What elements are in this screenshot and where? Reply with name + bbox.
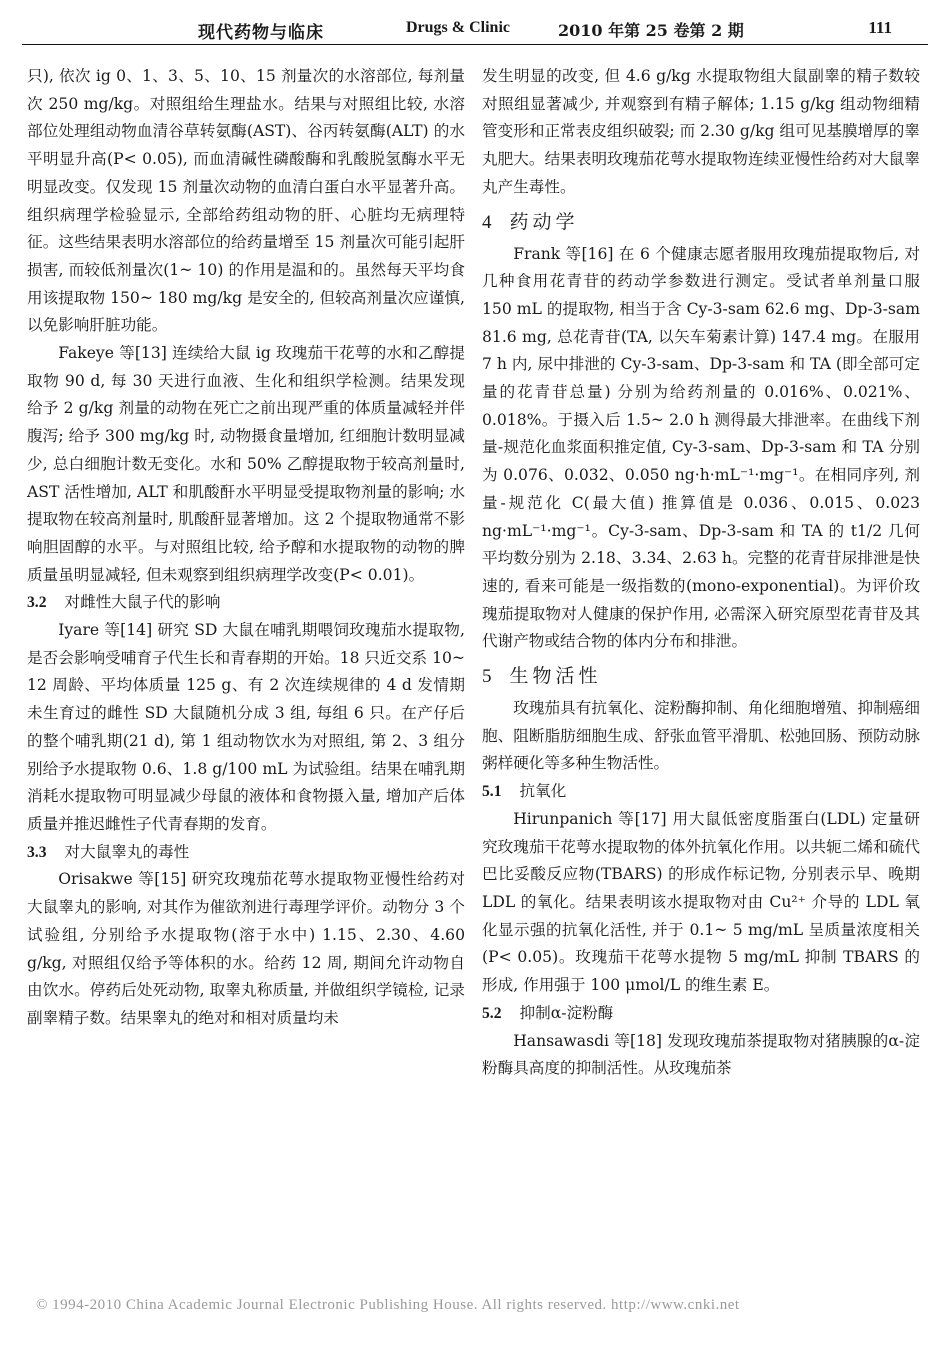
subsection-heading (27, 589, 465, 617)
heading-number: 3.3 (27, 843, 47, 861)
heading-number: 5.2 (482, 1004, 502, 1022)
heading-text: 抗氧化 (519, 782, 567, 801)
heading-text: 药动学 (509, 210, 579, 233)
right-column (482, 63, 920, 1083)
subsection-heading (482, 1000, 920, 1028)
heading-number: 4 (482, 211, 496, 233)
heading-number: 5 (482, 666, 496, 688)
journal-title-en: Drugs & Clinic (406, 19, 510, 36)
body-paragraph: 只), 依次 ig 0、1、3、5、10、15 剂量次的水溶部位, 每剂量次 250 mg/kg。对照组给生理盐水。结果与对照组比较, 水溶部位处理组动物血清谷草转氨酶(AST)、谷丙转氨酶(ALT) 的水平明显升高(P< 0.05), 而血清碱性磷酸酶和乳酸脱氢酶水平无明显改变。仅发现 15 剂量次动物的血清白蛋白水平显著升高。组织病理学检验显示, 全部给药组动物的肝、心脏均无病理特征。这些结果表明水溶部位的给药量增至 15 剂量次可能引起肝损害, 而较低剂量次(1~ 10) 的作用是温和的。虽然每天平均食用该提取物 150~ 180 mg/kg 是安全的, 但较高剂量次应谨慎, 以免影响肝脏功能。 (27, 67, 465, 335)
header-rule (22, 44, 928, 45)
body-paragraph: Hirunpanich 等[17] 用大鼠低密度脂蛋白(LDL) 定量研究玫瑰茄干花萼水提取物的体外抗氧化作用。以共轭二烯和硫代巴比妥酸反应物(TBARS) 的形成作标记物, 分别表示早、晚期 LDL 的氧化。结果表明该水提取物对由 Cu²⁺ 介导的 LDL 氧化显示强的抗氧化活性, 并于 0.1~ 5 mg/mL 呈质量浓度相关(P< 0.05)。玫瑰茄干花萼水提物 5 mg/mL 抑制 TBARS 的形成, 作用强于 100 μmol/L 的维生素 E。 (482, 809, 920, 995)
heading-text: 对大鼠睾丸的毒性 (64, 842, 190, 861)
body-paragraph: Frank 等[16] 在 6 个健康志愿者服用玫瑰茄提取物后, 对几种食用花青苷的药动学参数进行测定。受试者单剂量口服 150 mL 的提取物, 相当于含 Cy-3-sam 62.6 mg、Dp-3-sam 81.6 mg, 总花青苷(TA, 以矢车菊素计算) 147.4 mg。在服用 7 h 内, 尿中排泄的 Cy-3-sam、Dp-3-sam 和 TA (即全部可定量的花青苷总量) 分别为给药剂量的 0.016%、0.021%、0.018%。于摄入后 1.5~ 2.0 h 测得最大排泄率。在曲线下剂量-规范化血浆面积推定值, Cy-3-sam、Dp-3-sam 和 TA 分别为 0.076、0.032、0.050 ng·h·mL⁻¹·mg⁻¹。在相同序列, 剂量-规范化 C(最大值) 推算值是 0.036、0.015、0.023 ng·mL⁻¹·mg⁻¹。Cy-3-sam、Dp-3-sam 和 TA 的 t1/2 几何平均数分别为 2.18、3.34、2.63 h。完整的花青苷尿排泄是快速的, 看来可能是一级指数的(mono-exponential)。为评价玫瑰茄提取物对人健康的保护作用, 必需深入研究原型花青苷及其代谢产物或结合物的体内分布和排泄。 (482, 244, 920, 651)
subsection-heading (27, 839, 465, 867)
body-paragraph: Fakeye 等[13] 连续给大鼠 ig 玫瑰茄干花萼的水和乙醇提取物 90 d, 每 30 天进行血液、生化和组织学检测。结果发现给予 2 g/kg 剂量的动物在死亡之前出现严重的体质量减轻并伴腹泻; 给予 300 mg/kg 时, 动物摄食量增加, 红细胞计数明显减少, 总白细胞计数无变化。水和 50% 乙醇提取物于较高剂量时, AST 活性增加, ALT 和肌酸酐水平明显受提取物剂量的影响; 水提取物在较高剂量时, 肌酸酐显著增加。这 2 个提取物通常不影响胆固醇的水平。与对照组比较, 给予醇和水提取物的动物的脾质量虽明显减轻, 但未观察到组织病理学改变(P< 0.01)。 (27, 344, 465, 584)
body-paragraph: Hansawasdi 等[18] 发现玫瑰茄茶提取物对猪胰腺的α-淀粉酶具高度的抑制活性。从玫瑰茄茶 (482, 1031, 920, 1078)
subsection-heading (482, 778, 920, 806)
heading-number: 5.1 (482, 783, 502, 801)
body-paragraph: 玫瑰茄具有抗氧化、淀粉酶抑制、角化细胞增殖、抑制癌细胞、阻断脂肪细胞生成、舒张血管平滑肌、松弛回肠、预防动脉粥样硬化等多种生物活性。 (482, 699, 920, 773)
section-heading (482, 658, 920, 695)
heading-text: 生物活性 (509, 665, 602, 688)
issue-info: 2010 年第 25 卷第 2 期 (558, 21, 744, 40)
copyright-footer: © 1994-2010 China Academic Journal Electronic Publishing House. All rights reserved. http://www.cnki.net (36, 1297, 740, 1313)
body-paragraph: Iyare 等[14] 研究 SD 大鼠在哺乳期喂饲玫瑰茄水提取物, 是否会影响受哺育子代生长和青春期的开始。18 只近交系 10~ 12 周龄、平均体质量 125 g、有 2 次连续规律的 4 d 发情期未生育过的雌性 SD 大鼠随机分成 3 组, 每组 6 只。在产仔后的整个哺乳期(21 d), 第 1 组动物饮水为对照组, 第 2、3 组分别给予水提取物 0.6、1.8 g/100 mL 为试验组。结果在哺乳期消耗水提取物可明显减少母鼠的液体和食物摄入量, 增加产后体质量并推迟雌性子代青春期的发育。 (27, 621, 465, 833)
heading-text: 抑制α-淀粉酶 (519, 1003, 614, 1022)
page-number: 111 (868, 18, 892, 37)
journal-title: 现代药物与临床 (198, 23, 324, 43)
running-header (22, 14, 928, 44)
body-paragraph: Orisakwe 等[15] 研究玫瑰茄花萼水提取物亚慢性给药对大鼠睾丸的影响, 对其作为催欲剂进行毒理学评价。动物分 3 个试验组, 分别给予水提取物(溶于水中) 1.15、2.30、4.60 g/kg, 对照组仅给予等体积的水。给药 12 周, 期间允许动物自由饮水。停药后处死动物, 取睾丸称质量, 并做组织学镜检, 记录副睾精子数。结果睾丸的绝对和相对质量均未 (27, 870, 465, 1027)
heading-number: 3.2 (27, 594, 47, 612)
heading-text: 对雌性大鼠子代的影响 (64, 593, 221, 612)
section-heading (482, 204, 920, 241)
body-paragraph: 发生明显的改变, 但 4.6 g/kg 水提取物组大鼠副睾的精子数较对照组显著减少, 并观察到有精子解体; 1.15 g/kg 组动物细精管变形和正常表皮组织破裂; 而 2.30 g/kg 组可见基膜增厚的睾丸肥大。结果表明玫瑰茄花萼水提取物连续亚慢性给药对大鼠睾丸产生毒性。 (482, 67, 920, 196)
left-column (27, 63, 465, 1033)
